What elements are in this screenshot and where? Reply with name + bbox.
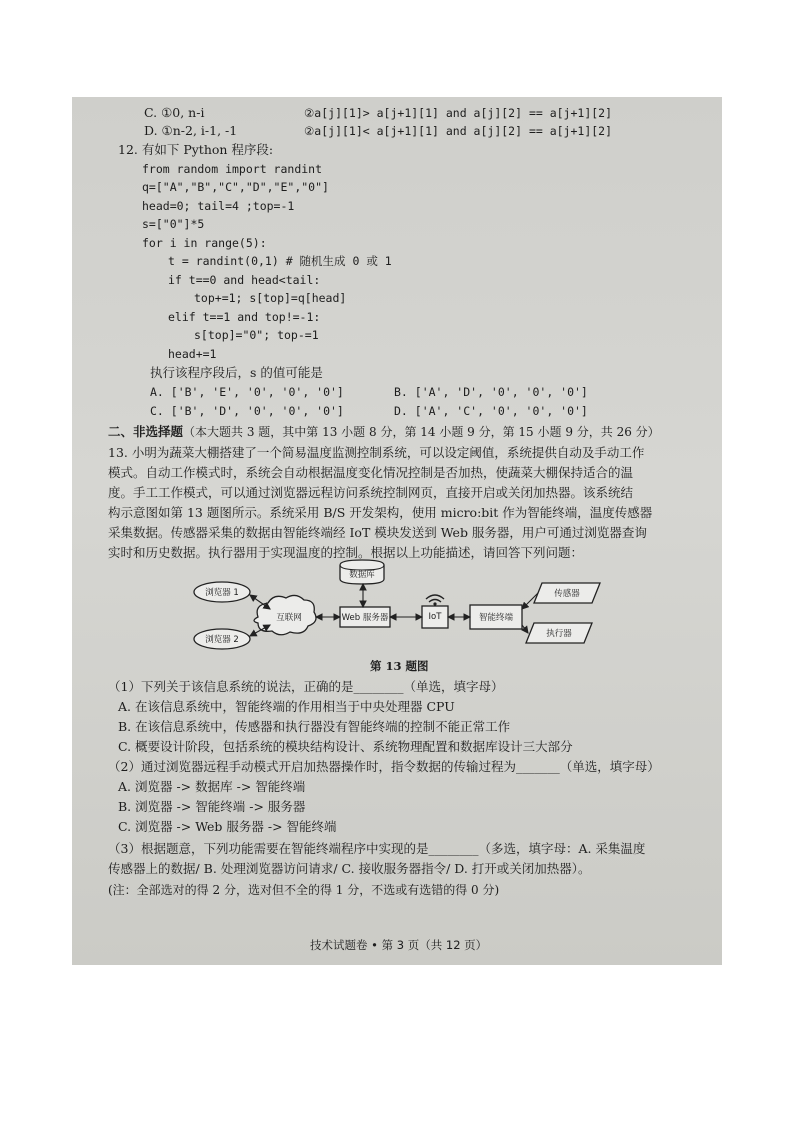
question-13-text: 实时和历史数据。执行器用于实现温度的控制。根据以上功能描述，请回答下列问题： <box>108 545 584 560</box>
option-d-part1: D. ①n-2, i-1, -1 <box>144 123 238 138</box>
subquestion-1-option-a: A. 在该信息系统中，智能终端的作用相当于中央处理器 CPU <box>118 699 455 714</box>
scoring-note: (注：全部选对的得 2 分，选对但不全的得 1 分，不选或有选错的得 0 分) <box>108 883 500 897</box>
answer-option-a: A. ['B', 'E', '0', '0', '0'] <box>150 385 344 399</box>
actuator-label: 执行器 <box>546 629 572 639</box>
diagram-connectors <box>190 557 610 657</box>
question-13-text: 13. 小明为蔬菜大棚搭建了一个简易温度监测控制系统，可以设定阈值，系统提供自动及手动工作 <box>108 445 645 460</box>
question-13-text: 模式。自动工作模式时，系统会自动根据温度变化情况控制是否加热，使蔬菜大棚保持适合的温 <box>108 465 634 480</box>
sensor-label: 传感器 <box>554 589 580 599</box>
option-c-part2: ②a[j][1]> a[j+1][1] and a[j][2] == a[j+1][2] <box>304 106 613 120</box>
browser-1-label: 浏览器 1 <box>205 588 239 598</box>
question-13-text: 度。手工工作模式，可以通过浏览器远程访问系统控制网页，直接开启或关闭加热器。该系统结 <box>108 485 634 500</box>
question-12-prompt: 执行该程序段后，s 的值可能是 <box>150 365 323 380</box>
section-2-heading <box>108 424 660 440</box>
terminal-label: 智能终端 <box>478 613 513 623</box>
answer-option-b: B. ['A', 'D', '0', '0', '0'] <box>394 385 588 399</box>
question-13-text: 采集数据。传感器采集的数据由智能终端经 IoT 模块发送到 Web 服务器，用户可通过浏览器查询 <box>108 525 647 540</box>
subquestion-1: （1）下列关于该信息系统的说法，正确的是________（单选，填字母） <box>108 679 504 694</box>
subquestion-2-option-a: A. 浏览器 -> 数据库 -> 智能终端 <box>118 779 306 794</box>
subquestion-1-option-c: C. 概要设计阶段，包括系统的模块结构设计、系统物理配置和数据库设计三大部分 <box>118 739 573 754</box>
iot-label: IoT <box>428 612 442 622</box>
code-line: elif t==1 and top!=-1: <box>168 310 321 324</box>
answer-option-d: D. ['A', 'C', '0', '0', '0'] <box>394 404 588 418</box>
wifi-icon <box>426 595 444 599</box>
figure-caption: 第 13 题图 <box>370 659 429 673</box>
code-line: if t==0 and head<tail: <box>168 273 321 287</box>
subquestion-2: （2）通过浏览器远程手动模式开启加热器操作时，指令数据的传输过程为_______（单选，填字母） <box>108 759 660 774</box>
database-label: 数据库 <box>349 570 375 580</box>
code-line: top+=1; s[top]=q[head] <box>194 291 347 305</box>
code-line: t = randint(0,1) # 随机生成 0 或 1 <box>168 254 392 268</box>
internet-label: 互联网 <box>276 613 302 623</box>
subquestion-3: 传感器上的数据/ B. 处理浏览器访问请求/ C. 接收服务器指令/ D. 打开或关闭加热器）。 <box>108 861 591 876</box>
code-line: head+=1 <box>168 347 217 361</box>
code-line: from random import randint <box>142 162 323 176</box>
section-2-description: （本大题共 3 题，其中第 13 小题 8 分，第 14 小题 9 分，第 15 小题 9 分，共 26 分） <box>183 425 660 439</box>
code-line: q=["A","B","C","D","E","0"] <box>142 180 329 194</box>
subquestion-3: （3）根据题意，下列功能需要在智能终端程序中实现的是________（多选，填字母：A. 采集温度 <box>108 841 646 856</box>
code-line: s[top]="0"; top-=1 <box>194 328 319 342</box>
system-structure-diagram <box>190 557 610 657</box>
code-line: head=0; tail=4 ;top=-1 <box>142 199 295 213</box>
code-line: s=["0"]*5 <box>142 217 205 231</box>
web-server-label: Web 服务器 <box>341 613 389 623</box>
question-13-text: 构示意图如第 13 题图所示。系统采用 B/S 开发架构，使用 micro:bit 作为智能终端，温度传感器 <box>108 505 653 520</box>
exam-page <box>72 97 722 965</box>
option-d-part2: ②a[j][1]< a[j+1][1] and a[j][2] == a[j+1][2] <box>304 124 613 138</box>
subquestion-2-option-b: B. 浏览器 -> 智能终端 -> 服务器 <box>118 799 306 814</box>
browser-2-label: 浏览器 2 <box>205 635 239 645</box>
answer-option-c: C. ['B', 'D', '0', '0', '0'] <box>150 404 344 418</box>
subquestion-1-option-b: B. 在该信息系统中，传感器和执行器没有智能终端的控制不能正常工作 <box>118 719 511 734</box>
subquestion-2-option-c: C. 浏览器 -> Web 服务器 -> 智能终端 <box>118 819 337 834</box>
section-2-title: 二、非选择题 <box>108 424 184 439</box>
option-c-part1: C. ①0, n-i <box>144 105 205 120</box>
question-12-title: 12. 有如下 Python 程序段: <box>118 142 274 157</box>
code-line: for i in range(5): <box>142 236 267 250</box>
page-footer: 技术试题卷 • 第 3 页（共 12 页） <box>310 938 488 952</box>
